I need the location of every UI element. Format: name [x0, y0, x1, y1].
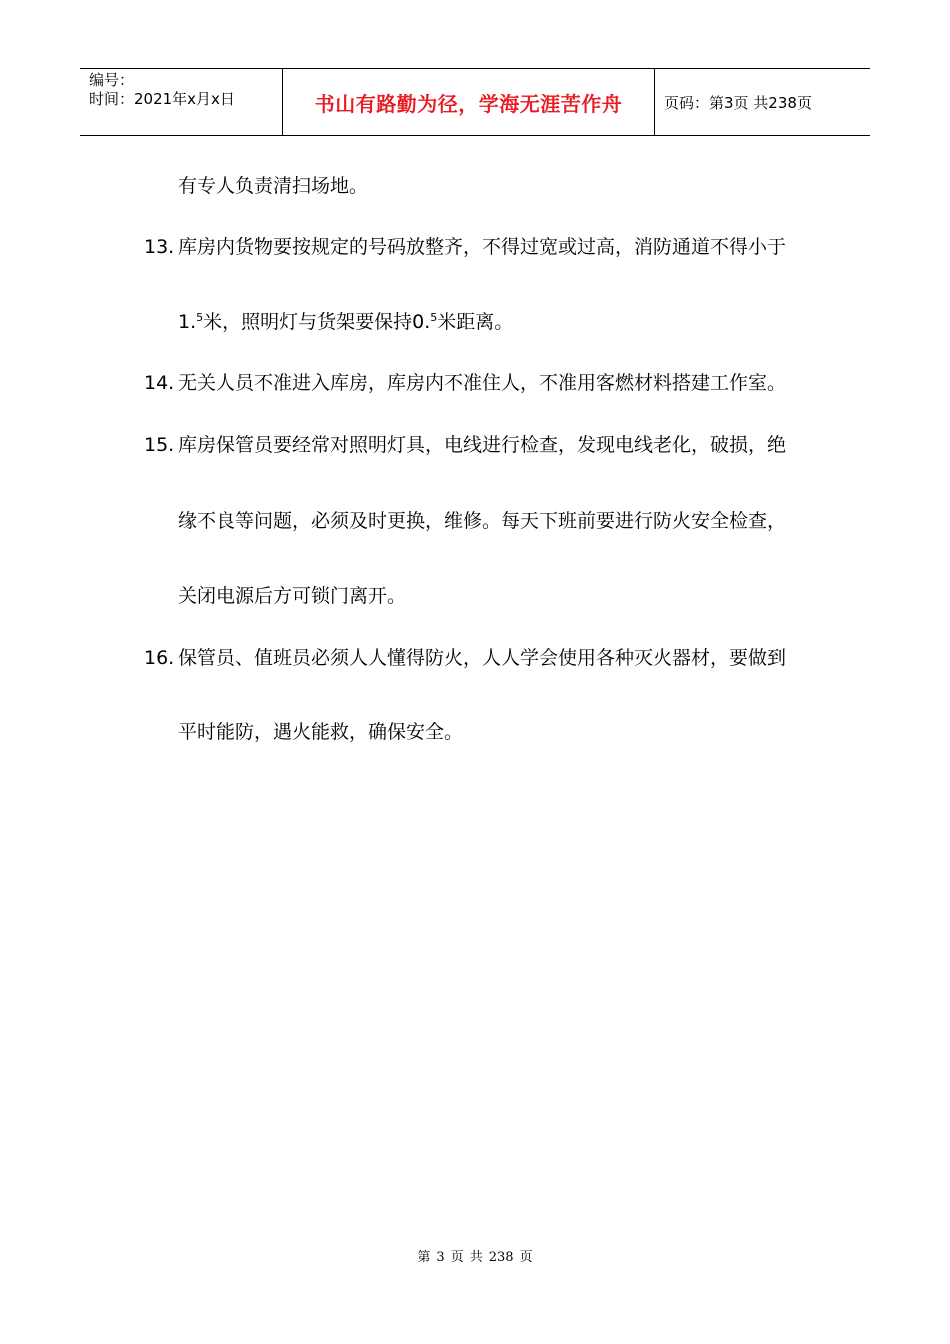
document-date-label: 时间：2021年x月x日: [89, 90, 235, 108]
item-number: 13.: [144, 236, 175, 258]
page-header: [80, 68, 870, 136]
footer-text: 页: [450, 1250, 464, 1265]
item-13-line-1: 库房内货物要按规定的号码放整齐，不得过宽或过高，消防通道不得小于: [178, 236, 787, 258]
continued-line: 有专人负责清扫场地。: [178, 175, 369, 197]
header-page-cell: [655, 69, 870, 135]
item-14-line-1: 无关人员不准进入库房，库房内不准住人，不准用客燃材料搭建工作室。: [178, 372, 787, 394]
item-number: 15.: [144, 434, 175, 456]
item-15-line-3: 关闭电源后方可锁门离开。: [178, 585, 407, 607]
item-number: 16.: [144, 647, 175, 669]
item-15-line-2: 缘不良等问题，必须及时更换，维修。每天下班前要进行防火安全检查，: [178, 510, 787, 532]
item-15-line-1: 库房保管员要经常对照明灯具，电线进行检查，发现电线老化，破损，绝: [178, 434, 787, 456]
header-info-cell: [80, 69, 282, 135]
item-16-line-1: 保管员、值班员必须人人懂得防火，人人学会使用各种灭火器材，要做到: [178, 647, 787, 669]
footer-total-pages: 238: [488, 1250, 514, 1265]
header-page-label: 页码：第3页 共238页: [664, 93, 812, 112]
page-footer: [0, 1246, 950, 1265]
footer-text: 共: [469, 1250, 483, 1265]
footer-page-number: 3: [436, 1250, 445, 1265]
document-code-label: 编号：: [89, 71, 135, 89]
header-motto-cell: [282, 69, 655, 135]
item-16-line-2: 平时能防，遇火能救，确保安全。: [178, 721, 464, 743]
item-13-line-2: 1.$^5$米，照明灯与货架要保持0.$^5$米距离。: [178, 311, 514, 333]
footer-text: 第: [417, 1250, 431, 1265]
item-number: 14.: [144, 372, 175, 394]
footer-text: 页: [519, 1250, 533, 1265]
header-motto: 书山有路勤为径，学海无涯苦作舟: [314, 91, 623, 116]
